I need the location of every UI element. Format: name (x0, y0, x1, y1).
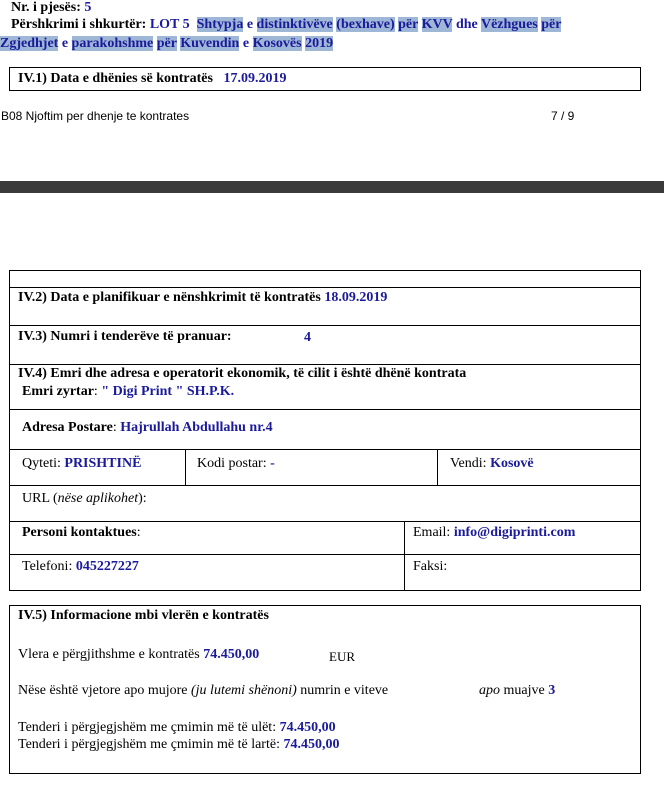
divider (404, 555, 405, 590)
highest-price-row (18, 737, 339, 753)
desc-word: Zgjedhjet (0, 36, 59, 51)
iv1-label: IV.1) Data e dhënies së kontratës (18, 71, 213, 86)
divider (185, 450, 186, 485)
desc-word: e (246, 17, 254, 32)
lot-value: LOT 5 (149, 17, 190, 32)
page-footer-title: B08 Njoftim per dhenje te kontrates (1, 109, 190, 123)
desc-word: Kosovës (252, 36, 302, 51)
divider (404, 522, 405, 554)
table-top-strip (9, 270, 641, 288)
city-value: PRISHTINË (64, 456, 142, 471)
duration-label: Nëse është vjetore apo mujore (18, 683, 188, 698)
city-cell (22, 456, 141, 472)
postal-code-value: - (270, 456, 275, 471)
desc-word: distinktivëve (256, 17, 333, 32)
duration-note: (ju lutemi shënoni) (191, 683, 297, 698)
phone-row (9, 554, 641, 591)
desc-word: (bexhave) (336, 17, 395, 32)
postal-address-label: Adresa Postare (22, 420, 113, 435)
postal-address-row (22, 420, 273, 436)
iv2-row (18, 290, 387, 306)
iv2-value: 18.09.2019 (324, 290, 388, 305)
divider (10, 409, 640, 410)
url-label-italic: nëse aplikohet (57, 491, 139, 506)
phone-cell (22, 559, 139, 575)
colon: : (136, 525, 141, 540)
section-iv2 (9, 287, 641, 326)
official-name-value: " Digi Print " SH.P.K. (101, 384, 235, 399)
section-iv3 (9, 325, 641, 365)
desc-word: dhe (455, 17, 478, 32)
highest-price-label: Tenderi i përgjegjshëm me çmimin më të lartë: (18, 737, 280, 752)
part-number (11, 0, 91, 16)
email-value: info@digiprinti.com (453, 525, 576, 540)
page-separator (0, 181, 664, 193)
section-iv1 (9, 67, 641, 91)
short-description-label: Përshkrimi i shkurtër: (11, 17, 147, 32)
url-label-start: URL ( (22, 491, 58, 506)
part-number-value: 5 (84, 0, 92, 15)
lowest-price-label: Tenderi i përgjegjshëm me çmimin më të ulët: (18, 720, 277, 735)
url-label (22, 491, 147, 507)
lowest-price-row (18, 720, 336, 736)
desc-word: KVV (421, 17, 453, 32)
page-number: 7 / 9 (551, 109, 575, 123)
divider (437, 450, 438, 485)
total-value-label: Vlera e përgjithshme e kontratës (18, 647, 200, 662)
colon: : (112, 420, 117, 435)
desc-word: Shtypja (196, 17, 244, 32)
duration-years-label: numrin e viteve (300, 683, 389, 698)
iv5-label: IV.5) Informacione mbi vlerën e kontratës (18, 608, 269, 623)
iv3-row (18, 329, 232, 345)
city-row (9, 449, 641, 486)
desc-word: për (398, 17, 419, 32)
duration-row (18, 683, 388, 699)
desc-word: për (541, 17, 562, 32)
short-description (11, 17, 561, 33)
country-label: Vendi: (450, 456, 487, 471)
desc-word: Kuvendin (180, 36, 240, 51)
country-cell (450, 456, 534, 472)
lowest-price-value: 74.450,00 (279, 720, 336, 735)
country-value: Kosovë (490, 456, 534, 471)
or-word: apo (479, 683, 500, 698)
postal-address-value: Hajrullah Abdullahu nr.4 (120, 420, 273, 435)
city-label: Qyteti: (22, 456, 61, 471)
iv1-value: 17.09.2019 (223, 71, 287, 86)
part-number-label: Nr. i pjesës: (11, 0, 81, 15)
highest-price-value: 74.450,00 (283, 737, 340, 752)
colon: : (93, 384, 98, 399)
postal-code-cell (197, 456, 275, 472)
url-row (9, 485, 641, 522)
section-iv5 (9, 605, 641, 774)
desc-word: e (61, 36, 69, 51)
official-name-row (22, 384, 234, 400)
url-label-end: ): (138, 491, 147, 506)
desc-word: 2019 (305, 36, 334, 51)
email-label: Email: (413, 525, 451, 540)
desc-word: e (242, 36, 250, 51)
months-label: muajve (503, 683, 545, 698)
iv3-label: IV.3) Numri i tenderëve të pranuar: (18, 329, 232, 344)
currency: EUR (329, 649, 355, 664)
iv3-value: 4 (304, 330, 311, 345)
postal-code-label: Kodi postar: (197, 456, 267, 471)
iv4-label: IV.4) Emri dhe adresa e operatorit ekonomik, të cilit i është dhënë kontrata (18, 366, 467, 381)
contact-cell (22, 525, 141, 541)
phone-label: Telefoni: (22, 559, 73, 574)
total-value-row (18, 647, 259, 663)
months-cell (479, 683, 555, 699)
total-value: 74.450,00 (203, 647, 260, 662)
contact-row (9, 521, 641, 555)
desc-word: për (156, 36, 177, 51)
email-cell (413, 525, 575, 541)
months-value: 3 (548, 683, 556, 698)
iv1-row (18, 71, 286, 87)
contact-person-label: Personi kontaktues (22, 525, 137, 540)
phone-value: 045227227 (75, 559, 139, 574)
short-description-line2 (0, 36, 333, 52)
section-iv4 (9, 364, 641, 450)
desc-word: Vëzhgues (480, 17, 538, 32)
official-name-label: Emri zyrtar (22, 384, 94, 399)
desc-word: parakohshme (71, 36, 154, 51)
iv2-label: IV.2) Data e planifikuar e nënshkrimit të kontratës (18, 290, 321, 305)
fax-label: Faksi: (413, 559, 448, 574)
